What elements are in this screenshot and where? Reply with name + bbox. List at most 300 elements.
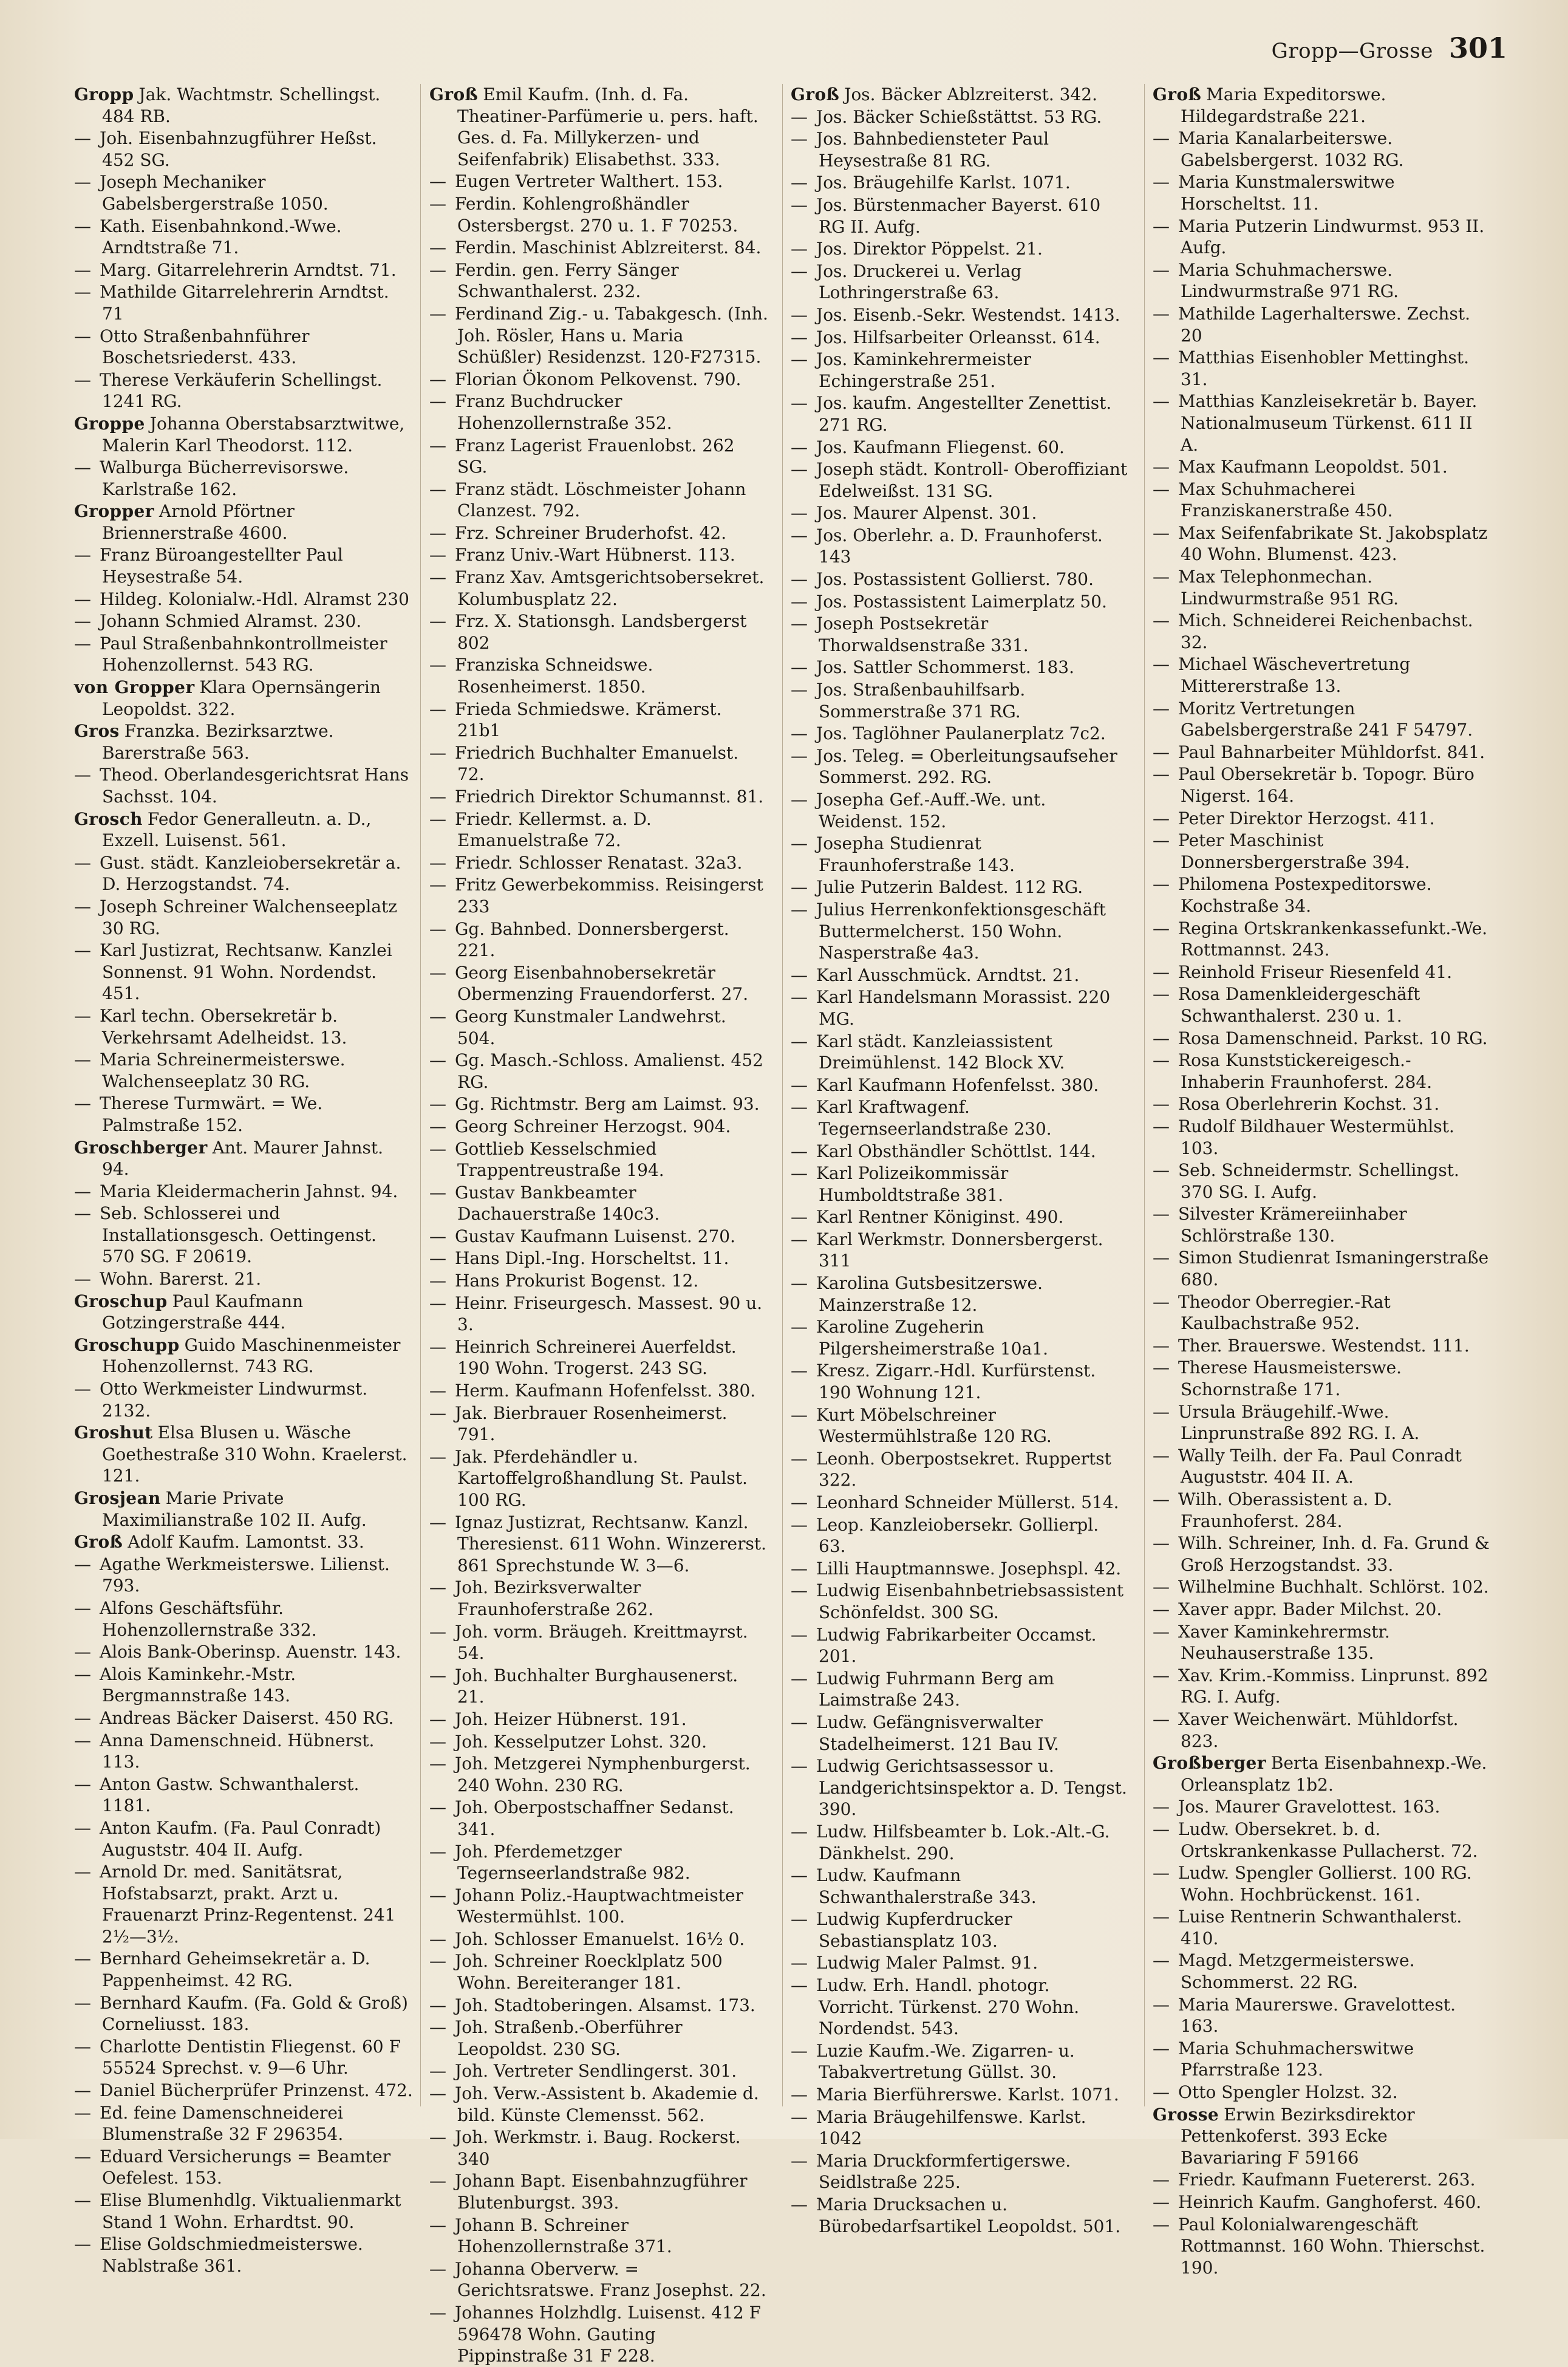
directory-entry (429, 1006, 768, 1049)
entry-text: Maria Kunstmalerswitwe Horscheltst. 11. (1178, 172, 1395, 214)
ditto-dash: — (429, 1512, 446, 1532)
ditto-dash: — (429, 808, 446, 829)
entry-text: Jos. Direktor Pöppelst. 21. (816, 239, 1043, 259)
directory-entry (429, 962, 768, 1005)
directory-entry (1153, 2169, 1491, 2191)
directory-entry (1153, 479, 1491, 522)
directory-entry (429, 369, 768, 391)
ditto-dash: — (429, 1754, 446, 1774)
directory-entry (74, 764, 413, 807)
directory-entry (1153, 2082, 1491, 2103)
entry-text: Heinrich Kaufm. Ganghoferst. 460. (1178, 2192, 1482, 2212)
ditto-dash: — (429, 303, 446, 324)
directory-entry (791, 1404, 1130, 1447)
entry-text: Wilh. Schreiner, Inh. d. Fa. Grund & Groß Herzogstandst. 33. (1178, 1533, 1490, 1575)
ditto-dash: — (74, 589, 91, 609)
directory-entry (74, 1005, 413, 1048)
directory-entry (1153, 918, 1491, 961)
entry-text: Elise Goldschmiedmeisterswe. Nablstraße 361. (100, 2234, 363, 2276)
entry-text: Joh. Stadtoberingen. Alsamst. 173. (455, 1995, 755, 2015)
directory-entry (1153, 610, 1491, 653)
entry-text: Reinhold Friseur Riesenfeld 41. (1178, 961, 1453, 982)
ditto-dash: — (429, 2302, 446, 2323)
entry-text: Johann Poliz.-Hauptwachtmeister Westermühlst. 100. (455, 1885, 743, 1927)
ditto-dash: — (791, 1448, 808, 1469)
entry-text: Joh. Heizer Hübnerst. 191. (455, 1709, 687, 1729)
entry-text: Jos. Hilfsarbeiter Orleansst. 614. (816, 327, 1100, 347)
directory-entry (791, 1624, 1130, 1667)
entry-text: Julie Putzerin Baldest. 112 RG. (816, 877, 1083, 898)
directory-entry (1153, 1950, 1491, 1993)
entry-text: Jos. kaufm. Angestellter Zenettist. 271 RG. (816, 393, 1112, 435)
ditto-dash: — (429, 193, 446, 214)
directory-entry (791, 789, 1130, 832)
entry-text: Maria Kleidermacherin Jahnst. 94. (100, 1181, 398, 1201)
entry-text: Joh. Verw.-Assistent b. Akademie d. bild. Künste Clemensst. 562. (455, 2083, 759, 2125)
directory-entry (1153, 1819, 1491, 1862)
ditto-dash: — (1153, 172, 1170, 193)
entry-text: Joh. Schreiner Roecklplatz 500 Wohn. Bereiteranger 181. (455, 1951, 723, 1993)
ditto-dash: — (791, 393, 808, 414)
directory-entry (429, 1402, 768, 1446)
directory-entry (791, 1206, 1130, 1228)
ditto-dash: — (791, 1074, 808, 1095)
directory-entry (791, 1908, 1130, 1952)
directory-entry (791, 304, 1130, 326)
column-4 (1153, 84, 1491, 2278)
directory-entry (791, 459, 1130, 502)
directory-entry (791, 106, 1130, 128)
entry-text: Bernhard Geheimsekretär a. D. Pappenheimst. 42 RG. (100, 1949, 370, 1991)
ditto-dash: — (74, 1554, 91, 1574)
directory-entry (1153, 1050, 1491, 1093)
entry-text: Karl Handelsmann Morassist. 220 MG. (816, 987, 1111, 1029)
entry-text: Frz. Schreiner Bruderhofst. 42. (455, 522, 727, 543)
ditto-dash: — (429, 1116, 446, 1136)
entry-text: Peter Direktor Herzogst. 411. (1178, 808, 1435, 828)
directory-entry (429, 1050, 768, 1093)
directory-entry (1153, 216, 1491, 259)
entry-text: Friedr. Kaufmann Fuetererst. 263. (1178, 2170, 1476, 2190)
ditto-dash: — (1153, 1445, 1170, 1466)
entry-text: Jos. Kaminkehrermeister Echingerstraße 251. (816, 349, 1031, 391)
entry-text: Jos. Bäcker Ablzreiterst. 342. (844, 84, 1097, 104)
directory-entry (74, 610, 413, 632)
entry-text: Xav. Krim.-Kommiss. Linprunst. 892 RG. I. Aufg. (1178, 1665, 1488, 1707)
directory-entry (1153, 259, 1491, 302)
ditto-dash: — (1153, 216, 1170, 236)
entry-text: Joh. Straßenb.-Oberführer Leopoldst. 230 SG. (455, 2017, 683, 2059)
entry-text: Maria Bierführerswe. Karlst. 1071. (816, 2085, 1119, 2105)
directory-entry (74, 2080, 413, 2102)
ditto-dash: — (1153, 479, 1170, 499)
directory-entry (1153, 1093, 1491, 1115)
entry-text: Karl Polizeikommissär Humboldtstraße 381. (816, 1163, 1009, 1205)
entry-text: Ludwig Eisenbahnbetriebsassistent Schönfeldst. 300 SG. (816, 1580, 1124, 1622)
directory-entry (1153, 1862, 1491, 1905)
ditto-dash: — (429, 875, 446, 895)
directory-entry (791, 965, 1130, 986)
entry-text: Joh. Pferdemetzger Tegernseerlandstraße 982. (455, 1841, 690, 1884)
ditto-dash: — (429, 1248, 446, 1269)
directory-entry (1153, 742, 1491, 763)
entry-text: Franz Lagerist Frauenlobst. 262 SG. (455, 435, 735, 477)
entry-text: Hans Dipl.-Ing. Horscheltst. 11. (455, 1248, 729, 1269)
ditto-dash: — (1153, 1994, 1170, 2015)
directory-entry (74, 413, 413, 456)
directory-entry (74, 1664, 413, 1707)
entry-text: Therese Verkäuferin Schellingst. 1241 RG. (100, 369, 383, 412)
ditto-dash: — (1153, 1335, 1170, 1356)
entry-text: Hans Prokurist Bogenst. 12. (455, 1271, 699, 1291)
ditto-dash: — (74, 765, 91, 785)
ditto-dash: — (791, 1580, 808, 1601)
entry-text: Agathe Werkmeisterswe. Lilienst. 793. (100, 1554, 390, 1596)
entry-text: Joh. Metzgerei Nymphenburgerst. 240 Wohn. 230 RG. (455, 1754, 751, 1795)
entry-text: Maria Bräugehilfenswe. Karlst. 1042 (816, 2106, 1086, 2149)
entry-surname: Groppe (74, 413, 145, 434)
directory-entry (429, 303, 768, 368)
directory-entry (791, 2084, 1130, 2106)
directory-entry (1153, 391, 1491, 456)
entry-text: Karl Kraftwagenf. Tegernseerlandstraße 230. (816, 1097, 1052, 1139)
ditto-dash: — (429, 787, 446, 807)
ditto-dash: — (1153, 2192, 1170, 2212)
ditto-dash: — (791, 525, 808, 545)
ditto-dash: — (791, 106, 808, 127)
ditto-dash: — (1153, 391, 1170, 412)
entry-text: Ludwig Kupferdrucker Sebastiansplatz 103. (816, 1909, 1012, 1951)
ditto-dash: — (1153, 1248, 1170, 1268)
entry-text: Leonhard Schneider Müllerst. 514. (816, 1492, 1119, 1512)
ditto-dash: — (1153, 1358, 1170, 1378)
ditto-dash: — (791, 503, 808, 524)
directory-entry (74, 259, 413, 281)
ditto-dash: — (1153, 303, 1170, 324)
directory-entry (1153, 1335, 1491, 1357)
directory-entry (429, 2170, 768, 2213)
entry-surname: Groß (791, 84, 840, 104)
entry-text: Jos. Eisenb.-Sekr. Westendst. 1413. (816, 304, 1120, 325)
ditto-dash: — (429, 567, 446, 588)
directory-entry (74, 720, 413, 763)
directory-entry (429, 1446, 768, 1511)
entry-text: Elise Blumenhdlg. Viktualienmarkt Stand 1 Wohn. Erhardtst. 90. (100, 2190, 401, 2232)
ditto-dash: — (74, 940, 91, 961)
entry-surname: von Gropper (74, 677, 195, 698)
entry-text: Mathilde Lagerhalterswe. Zechst. 20 (1178, 303, 1470, 346)
entry-text: Frieda Schmiedswe. Krämerst. 21b1 (455, 698, 722, 741)
directory-entry (74, 84, 413, 127)
ditto-dash: — (429, 962, 446, 983)
directory-entry (1153, 2104, 1491, 2169)
entry-text: Wilhelmine Buchhalt. Schlörst. 102. (1178, 1577, 1489, 1597)
directory-entry (1153, 1247, 1491, 1290)
directory-entry (1153, 1796, 1491, 1818)
ditto-dash: — (791, 1229, 808, 1249)
ditto-dash: — (791, 1361, 808, 1381)
entry-text: Jos. Teleg. = Oberleitungsaufseher Sommerst. 292. RG. (816, 745, 1117, 788)
directory-entry (791, 1096, 1130, 1139)
directory-entry (74, 677, 413, 720)
entry-text: Adolf Kaufm. Lamontst. 33. (128, 1532, 364, 1552)
directory-entry (1153, 1576, 1491, 1598)
directory-entry (1153, 522, 1491, 565)
entry-text: Andreas Bäcker Daiserst. 450 RG. (100, 1707, 394, 1728)
ditto-dash: — (791, 569, 808, 590)
ditto-dash: — (791, 1909, 808, 1930)
ditto-dash: — (791, 1097, 808, 1118)
column-divider (782, 84, 783, 2106)
entry-text: Matthias Kanzleisekretär b. Bayer. Nationalmuseum Türkenst. 611 II A. (1178, 391, 1478, 455)
directory-entry (429, 1116, 768, 1138)
entry-text: Ludw. Hilfsbeamter b. Lok.-Alt.-G. Dänkhelst. 290. (816, 1821, 1110, 1863)
entry-surname: Groß (429, 84, 479, 104)
ditto-dash: — (429, 1621, 446, 1642)
directory-entry (429, 1226, 768, 1248)
entry-text: Jos. Oberlehr. a. D. Fraunhoferst. 143 (816, 525, 1103, 567)
entry-text: Ferdinand Zig.- u. Tabakgesch. (Inh. Joh. Rösler, Hans u. Maria Schüßler) Residenzst. 120-F27315. (455, 303, 768, 367)
ditto-dash: — (791, 349, 808, 370)
directory-entry (791, 679, 1130, 722)
ditto-dash: — (1153, 1116, 1170, 1136)
ditto-dash: — (429, 1402, 446, 1423)
ditto-dash: — (74, 2234, 91, 2255)
directory-entry (74, 1641, 413, 1663)
directory-entry (791, 349, 1130, 392)
ditto-dash: — (74, 172, 91, 193)
directory-entry (74, 633, 413, 676)
entry-text: Theodor Oberregier.-Rat Kaulbachstraße 952. (1178, 1291, 1391, 1334)
ditto-dash: — (791, 1624, 808, 1645)
directory-entry (74, 1137, 413, 1180)
ditto-dash: — (791, 680, 808, 700)
ditto-dash: — (1153, 2038, 1170, 2058)
directory-entry (429, 2258, 768, 2301)
directory-entry (74, 1992, 413, 2035)
directory-entry (1153, 1906, 1491, 1949)
directory-entry (791, 745, 1130, 788)
entry-text: Jos. Straßenbauhilfsarb. Sommerstraße 371 RG. (816, 680, 1026, 722)
directory-entry (74, 369, 413, 412)
ditto-dash: — (791, 1317, 808, 1337)
ditto-dash: — (74, 1379, 91, 1399)
ditto-dash: — (1153, 874, 1170, 895)
directory-entry (429, 1885, 768, 1928)
ditto-dash: — (791, 459, 808, 480)
entry-text: Max Schuhmacherei Franziskanerstraße 450. (1178, 479, 1393, 521)
entry-text: Joh. Buchhalter Burghausenerst. 21. (455, 1665, 738, 1707)
entry-text: Silvester Krämereiinhaber Schlörstraße 130. (1178, 1204, 1407, 1246)
ditto-dash: — (429, 237, 446, 258)
page-header (1272, 32, 1507, 64)
entry-text: Ludw. Kaufmann Schwanthalerstraße 343. (816, 1865, 1037, 1907)
entry-text: Josepha Studienrat Fraunhoferstraße 143. (816, 833, 1015, 875)
entry-text: Mich. Schneiderei Reichenbachst. 32. (1178, 610, 1473, 652)
ditto-dash: — (791, 1207, 808, 1228)
entry-text: Florian Ökonom Pelkovenst. 790. (455, 369, 741, 389)
directory-entry (429, 874, 768, 917)
ditto-dash: — (1153, 742, 1170, 762)
ditto-dash: — (429, 1138, 446, 1159)
entry-text: Georg Schreiner Herzogst. 904. (455, 1116, 731, 1136)
directory-entry (1153, 1532, 1491, 1576)
entry-text: Charlotte Dentistin Fliegenst. 60 F 55524 Sprechst. v. 9—6 Uhr. (100, 2036, 401, 2078)
ditto-dash: — (429, 2215, 446, 2235)
directory-entry (429, 1138, 768, 1181)
entry-text: Ludwig Maler Palmst. 91. (816, 1953, 1038, 1973)
directory-entry (791, 1712, 1130, 1755)
entry-surname: Gros (74, 721, 120, 742)
ditto-dash: — (429, 1446, 446, 1467)
entry-text: Michael Wäschevertretung Mittererstraße 13. (1178, 654, 1411, 697)
entry-surname: Groß (74, 1532, 123, 1552)
ditto-dash: — (791, 1558, 808, 1579)
ditto-dash: — (1153, 2214, 1170, 2235)
ditto-dash: — (1153, 1094, 1170, 1115)
directory-entry (1153, 2038, 1491, 2081)
directory-entry (74, 1531, 413, 1553)
ditto-dash: — (1153, 1665, 1170, 1686)
ditto-dash: — (791, 304, 808, 325)
directory-entry (1153, 1709, 1491, 1752)
directory-entry (74, 1093, 413, 1136)
column-3 (791, 84, 1130, 2236)
directory-entry (74, 1817, 413, 1860)
ditto-dash: — (74, 216, 91, 236)
ditto-dash: — (74, 633, 91, 654)
directory-entry (1153, 171, 1491, 214)
ditto-dash: — (429, 2083, 446, 2104)
entry-text: Mathilde Gitarrelehrerin Arndtst. 71 (100, 282, 389, 324)
entry-text: Magd. Metzgermeisterswe. Schommerst. 22 RG. (1178, 1950, 1415, 1993)
ditto-dash: — (791, 1031, 808, 1051)
entry-text: Lilli Hauptmannswe. Josephspl. 42. (816, 1558, 1122, 1579)
entry-text: Georg Kunstmaler Landwehrst. 504. (455, 1006, 726, 1048)
entry-text: Jos. Bahnbediensteter Paul Heysestraße 81 RG. (816, 129, 1049, 171)
directory-entry (1153, 873, 1491, 917)
ditto-dash: — (791, 833, 808, 854)
directory-entry (429, 391, 768, 434)
ditto-dash: — (429, 1271, 446, 1291)
entry-text: Peter Maschinist Donnersbergerstraße 394. (1178, 830, 1410, 872)
directory-entry (1153, 1994, 1491, 2037)
ditto-dash: — (1153, 1863, 1170, 1884)
directory-entry (791, 723, 1130, 745)
ditto-dash: — (1153, 1599, 1170, 1619)
directory-entry (791, 1492, 1130, 1514)
directory-entry (429, 654, 768, 697)
ditto-dash: — (1153, 1204, 1170, 1224)
ditto-dash: — (429, 369, 446, 389)
entry-text: Ferdin. Maschinist Ablzreiterst. 84. (455, 237, 762, 258)
ditto-dash: — (1153, 2170, 1170, 2190)
entry-text: Rosa Damenkleidergeschäft Schwanthalerst. 230 u. 1. (1178, 984, 1420, 1026)
directory-entry (791, 2040, 1130, 2083)
entry-text: Ludw. Gefängnisverwalter Stadelheimerst. 121 Bau IV. (816, 1712, 1059, 1754)
directory-entry (1153, 2191, 1491, 2213)
entry-text: Karl Kaufmann Hofenfelsst. 380. (816, 1074, 1099, 1095)
ditto-dash: — (1153, 522, 1170, 543)
ditto-dash: — (429, 1841, 446, 1862)
ditto-dash: — (791, 613, 808, 634)
entry-text: Alfons Geschäftsführ. Hohenzollernstraße 332. (100, 1597, 317, 1640)
entry-text: Johann Schmied Alramst. 230. (100, 611, 362, 632)
entry-text: Seb. Schlosserei und Installationsgesch. Oettingenst. 570 SG. F 20619. (100, 1203, 377, 1267)
entry-text: Gg. Bahnbed. Donnersbergerst. 221. (455, 918, 729, 961)
ditto-dash: — (791, 657, 808, 678)
ditto-dash: — (74, 611, 91, 632)
entry-text: Jos. Bürstenmacher Bayerst. 610 RG II. Aufg. (816, 194, 1101, 237)
entry-text: Alois Bank-Oberinsp. Auenstr. 143. (100, 1642, 401, 1662)
directory-entry (429, 742, 768, 785)
entry-text: Seb. Schneidermstr. Schellingst. 370 SG. I. Aufg. (1178, 1160, 1459, 1202)
entry-text: Erwin Bezirksdirektor Pettenkoferst. 393 Ecke Bavariaring F 59166 (1181, 2104, 1415, 2168)
entry-text: Karl Rentner Königinst. 490. (816, 1207, 1064, 1228)
directory-entry (429, 852, 768, 874)
entry-text: Friedr. Schlosser Renatast. 32a3. (455, 852, 743, 873)
ditto-dash: — (791, 1756, 808, 1777)
directory-entry (791, 84, 1130, 106)
ditto-dash: — (429, 1182, 446, 1203)
entry-text: Simon Studienrat Ismaningerstraße 680. (1178, 1248, 1489, 1290)
entry-text: Klara Opernsängerin Leopoldst. 322. (102, 677, 381, 719)
ditto-dash: — (74, 1181, 91, 1201)
directory-entry (1153, 128, 1491, 171)
ditto-dash: — (791, 899, 808, 920)
directory-entry (791, 1580, 1130, 1623)
directory-entry (429, 171, 768, 193)
entry-text: Gustav Bankbeamter Dachauerstraße 140c3. (455, 1182, 660, 1224)
entry-text: Gottlieb Kesselschmied Trappentreustraße 194. (455, 1138, 664, 1181)
directory-entry (429, 1665, 768, 1708)
entry-text: Jos. Bäcker Schießstättst. 53 RG. (816, 106, 1102, 127)
directory-entry (429, 2126, 768, 2170)
directory-entry (791, 1975, 1130, 2040)
entry-text: Bernhard Kaufm. (Fa. Gold & Groß) Corneliusst. 183. (100, 1992, 408, 2035)
directory-entry (1153, 1489, 1491, 1532)
entry-text: Ferdin. Kohlengroßhändler Ostersbergst. 270 u. 1. F 70253. (455, 193, 738, 236)
directory-entry (791, 1360, 1130, 1403)
directory-entry (429, 2215, 768, 2258)
entry-text: Maria Schreinermeisterswe. Walchenseeplatz 30 RG. (100, 1050, 346, 1091)
entry-text: Franziska Schneidswe. Rosenheimerst. 1850. (455, 655, 653, 697)
ditto-dash: — (74, 1269, 91, 1289)
ditto-dash: — (74, 1730, 91, 1750)
directory-entry (429, 567, 768, 610)
directory-entry (791, 986, 1130, 1030)
directory-entry (1153, 983, 1491, 1026)
directory-entry (74, 589, 413, 610)
ditto-dash: — (429, 742, 446, 763)
entry-text: Jak. Bierbrauer Rosenheimerst. 791. (455, 1402, 728, 1445)
ditto-dash: — (429, 1928, 446, 1949)
directory-entry (429, 1248, 768, 1269)
entry-text: Max Seifenfabrikate St. Jakobsplatz 40 Wohn. Blumenst. 423. (1178, 522, 1488, 565)
ditto-dash: — (791, 987, 808, 1008)
directory-entry (791, 876, 1130, 898)
entry-text: Guido Maschinenmeister Hohenzollernst. 743 RG. (102, 1334, 401, 1377)
ditto-dash: — (791, 1163, 808, 1184)
directory-entry (74, 1948, 413, 1991)
directory-entry (791, 899, 1130, 964)
directory-entry (429, 1577, 768, 1620)
entry-text: Maria Putzerin Lindwurmst. 953 II. Aufg. (1178, 216, 1485, 258)
directory-entry (791, 1163, 1130, 1206)
directory-entry (791, 238, 1130, 260)
entry-text: Anton Gastw. Schwanthalerst. 1181. (100, 1774, 360, 1816)
entry-text: Ludwig Fabrikarbeiter Occamst. 201. (816, 1624, 1097, 1667)
